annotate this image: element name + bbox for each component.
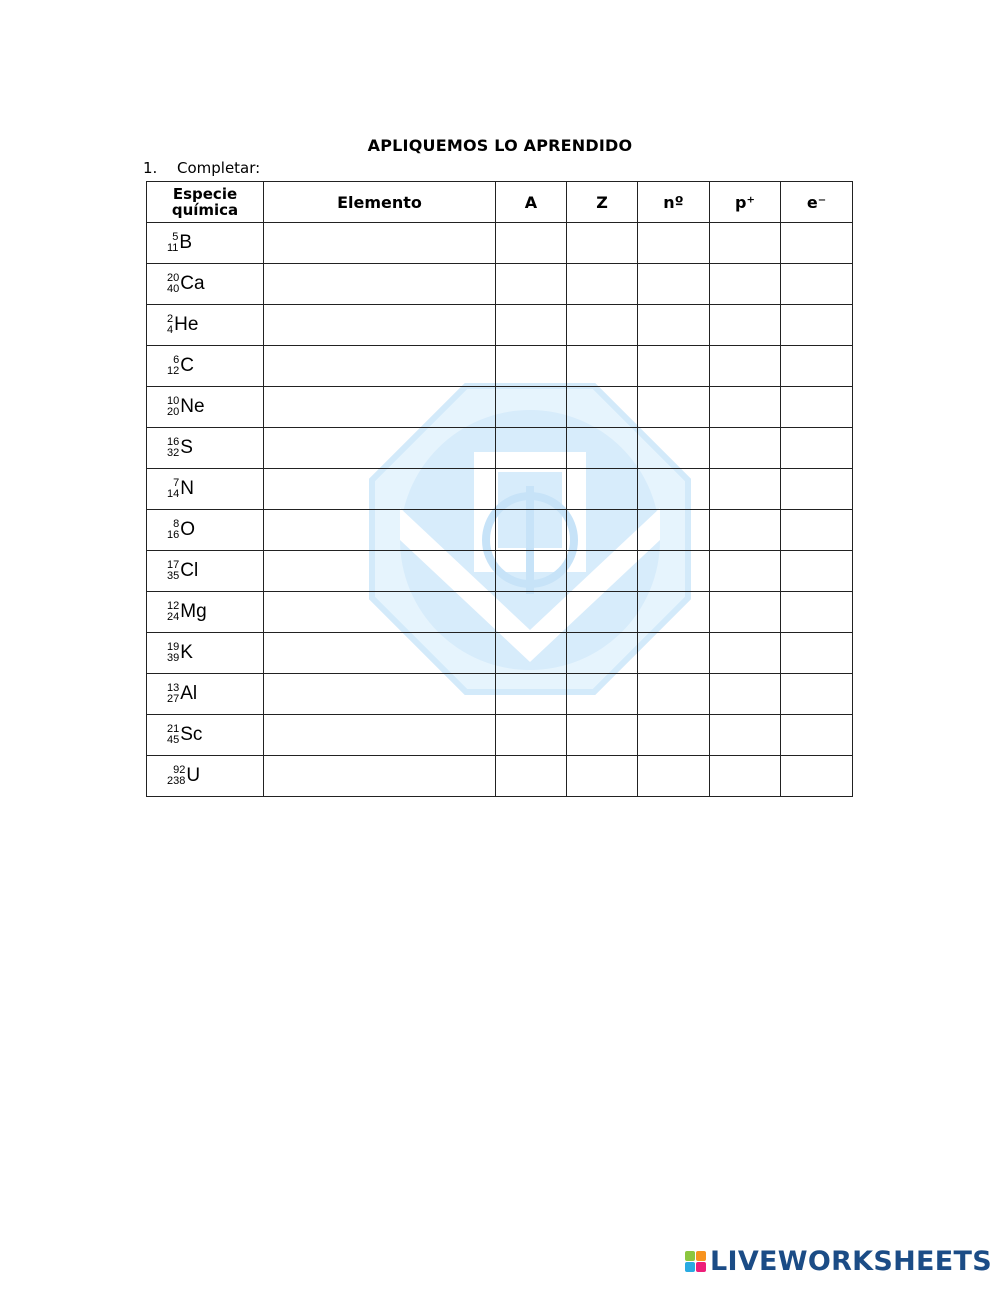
logo-block xyxy=(696,1262,706,1272)
protons-answer-cell[interactable] xyxy=(710,223,781,264)
species-cell xyxy=(147,346,264,387)
species-cell xyxy=(147,305,264,346)
nuclide-notation xyxy=(167,305,198,345)
protons-answer-cell[interactable] xyxy=(710,387,781,428)
element-answer-cell[interactable] xyxy=(264,305,496,346)
species-cell xyxy=(147,715,264,756)
mass-number-answer-cell[interactable] xyxy=(496,633,567,674)
element-symbol: N xyxy=(180,478,194,499)
nuclide-indices xyxy=(167,396,179,418)
nuclide-notation xyxy=(167,674,197,714)
element-symbol: Al xyxy=(180,683,198,704)
nuclide-notation xyxy=(167,346,194,386)
element-symbol: S xyxy=(180,437,193,458)
electrons-answer-cell[interactable] xyxy=(781,592,853,633)
question-number: 1. xyxy=(143,159,158,177)
nuclide-top-index: 10 xyxy=(167,395,180,407)
nuclide-bottom-index: 27 xyxy=(167,693,180,705)
neutrons-answer-cell[interactable] xyxy=(638,305,710,346)
table-row xyxy=(147,387,853,428)
element-answer-cell[interactable] xyxy=(264,223,496,264)
neutrons-answer-cell[interactable] xyxy=(638,715,710,756)
nuclide-top-index: 12 xyxy=(167,600,180,612)
question-prompt xyxy=(143,159,260,177)
mass-number-answer-cell[interactable] xyxy=(496,223,567,264)
nuclide-notation xyxy=(167,387,205,427)
element-answer-cell[interactable] xyxy=(264,674,496,715)
nuclide-indices xyxy=(167,273,179,295)
nuclide-bottom-index: 45 xyxy=(167,734,180,746)
nuclide-notation xyxy=(167,469,194,509)
neutrons-answer-cell[interactable] xyxy=(638,223,710,264)
mass-number-answer-cell[interactable] xyxy=(496,756,567,797)
nuclide-indices xyxy=(167,642,179,664)
neutrons-answer-cell[interactable] xyxy=(638,633,710,674)
atomic-number-answer-cell[interactable] xyxy=(567,428,638,469)
nuclide-indices xyxy=(167,437,179,459)
element-symbol: Cl xyxy=(180,560,199,581)
nuclide-notation xyxy=(167,756,200,796)
atomic-number-answer-cell[interactable] xyxy=(567,715,638,756)
liveworksheets-logo xyxy=(685,1246,992,1277)
mass-number-answer-cell[interactable] xyxy=(496,592,567,633)
mass-number-answer-cell[interactable] xyxy=(496,551,567,592)
nuclide-top-index: 21 xyxy=(167,723,180,735)
logo-block xyxy=(685,1251,695,1261)
nuclide-bottom-index: 35 xyxy=(167,570,180,582)
header-electrons: e⁻ xyxy=(781,182,853,223)
nuclide-notation xyxy=(167,223,192,263)
table-row xyxy=(147,674,853,715)
nuclide-top-index: 8 xyxy=(173,518,180,530)
element-answer-cell[interactable] xyxy=(264,428,496,469)
mass-number-answer-cell[interactable] xyxy=(496,387,567,428)
atomic-number-answer-cell[interactable] xyxy=(567,264,638,305)
electrons-answer-cell[interactable] xyxy=(781,715,853,756)
electrons-answer-cell[interactable] xyxy=(781,756,853,797)
mass-number-answer-cell[interactable] xyxy=(496,305,567,346)
atomic-number-answer-cell[interactable] xyxy=(567,387,638,428)
nuclide-notation xyxy=(167,264,205,304)
mass-number-answer-cell[interactable] xyxy=(496,428,567,469)
logo-block xyxy=(696,1251,706,1261)
nuclide-notation xyxy=(167,428,193,468)
element-answer-cell[interactable] xyxy=(264,756,496,797)
protons-answer-cell[interactable] xyxy=(710,305,781,346)
electrons-answer-cell[interactable] xyxy=(781,264,853,305)
mass-number-answer-cell[interactable] xyxy=(496,510,567,551)
neutrons-answer-cell[interactable] xyxy=(638,264,710,305)
electrons-answer-cell[interactable] xyxy=(781,223,853,264)
nuclide-indices xyxy=(167,355,179,377)
electrons-answer-cell[interactable] xyxy=(781,510,853,551)
nuclide-indices xyxy=(167,519,179,541)
nuclide-bottom-index: 32 xyxy=(167,447,180,459)
element-answer-cell[interactable] xyxy=(264,469,496,510)
species-cell xyxy=(147,469,264,510)
atomic-number-answer-cell[interactable] xyxy=(567,223,638,264)
element-answer-cell[interactable] xyxy=(264,387,496,428)
electrons-answer-cell[interactable] xyxy=(781,346,853,387)
electrons-answer-cell[interactable] xyxy=(781,674,853,715)
nuclide-notation xyxy=(167,551,198,591)
header-row xyxy=(147,182,853,223)
nuclide-notation xyxy=(167,633,193,673)
table-row xyxy=(147,305,853,346)
protons-answer-cell[interactable] xyxy=(710,674,781,715)
nuclide-indices xyxy=(167,232,178,254)
table-row xyxy=(147,592,853,633)
table-row xyxy=(147,510,853,551)
table-row xyxy=(147,469,853,510)
element-symbol: O xyxy=(180,519,196,540)
nuclide-top-index: 92 xyxy=(173,764,186,776)
species-cell xyxy=(147,510,264,551)
electrons-answer-cell[interactable] xyxy=(781,305,853,346)
nuclide-indices xyxy=(167,314,173,336)
nuclide-top-index: 19 xyxy=(167,641,180,653)
header-neutrons: nº xyxy=(638,182,710,223)
atomic-number-answer-cell[interactable] xyxy=(567,633,638,674)
nuclide-bottom-index: 24 xyxy=(167,611,180,623)
nuclide-bottom-index: 16 xyxy=(167,529,180,541)
nuclide-bottom-index: 40 xyxy=(167,283,180,295)
element-answer-cell[interactable] xyxy=(264,633,496,674)
species-cell xyxy=(147,428,264,469)
nuclide-top-index: 6 xyxy=(173,354,180,366)
nuclide-top-index: 7 xyxy=(173,477,180,489)
nuclide-indices xyxy=(167,560,179,582)
mass-number-answer-cell[interactable] xyxy=(496,346,567,387)
logo-text: LIVEWORKSHEETS xyxy=(709,1246,992,1277)
header-mass-number: A xyxy=(496,182,567,223)
table-row xyxy=(147,264,853,305)
nuclide-indices xyxy=(167,683,179,705)
atomic-number-answer-cell[interactable] xyxy=(567,510,638,551)
atomic-number-answer-cell[interactable] xyxy=(567,305,638,346)
question-text: Completar: xyxy=(177,159,261,177)
protons-answer-cell[interactable] xyxy=(710,551,781,592)
species-cell xyxy=(147,223,264,264)
neutrons-answer-cell[interactable] xyxy=(638,756,710,797)
logo-blocks-icon xyxy=(685,1251,706,1272)
table-row xyxy=(147,223,853,264)
protons-answer-cell[interactable] xyxy=(710,510,781,551)
table-row xyxy=(147,428,853,469)
element-symbol: K xyxy=(180,642,193,663)
protons-answer-cell[interactable] xyxy=(710,592,781,633)
electrons-answer-cell[interactable] xyxy=(781,469,853,510)
completion-table xyxy=(146,181,853,797)
logo-block xyxy=(685,1262,695,1272)
element-answer-cell[interactable] xyxy=(264,264,496,305)
neutrons-answer-cell[interactable] xyxy=(638,387,710,428)
table-row xyxy=(147,756,853,797)
nuclide-top-index: 2 xyxy=(167,313,174,325)
nuclide-indices xyxy=(167,478,179,500)
element-answer-cell[interactable] xyxy=(264,551,496,592)
worksheet-title: APLIQUEMOS LO APRENDIDO xyxy=(367,136,633,155)
protons-answer-cell[interactable] xyxy=(710,756,781,797)
nuclide-top-index: 16 xyxy=(167,436,180,448)
nuclide-bottom-index: 11 xyxy=(167,242,179,254)
nuclide-bottom-index: 4 xyxy=(167,324,174,336)
header-protons: p⁺ xyxy=(710,182,781,223)
atomic-number-answer-cell[interactable] xyxy=(567,674,638,715)
electrons-answer-cell[interactable] xyxy=(781,633,853,674)
element-symbol: B xyxy=(179,232,193,253)
element-symbol: He xyxy=(174,314,199,335)
mass-number-answer-cell[interactable] xyxy=(496,469,567,510)
nuclide-notation xyxy=(167,592,207,632)
mass-number-answer-cell[interactable] xyxy=(496,674,567,715)
species-cell xyxy=(147,756,264,797)
header-element: Elemento xyxy=(264,182,496,223)
nuclide-top-index: 13 xyxy=(167,682,180,694)
protons-answer-cell[interactable] xyxy=(710,428,781,469)
protons-answer-cell[interactable] xyxy=(710,264,781,305)
nuclide-bottom-index: 14 xyxy=(167,488,180,500)
atomic-number-answer-cell[interactable] xyxy=(567,756,638,797)
header-atomic-number: Z xyxy=(567,182,638,223)
species-cell xyxy=(147,264,264,305)
nuclide-indices xyxy=(167,724,179,746)
element-symbol: Ne xyxy=(180,396,205,417)
header-species: Especie química xyxy=(147,182,264,223)
protons-answer-cell[interactable] xyxy=(710,633,781,674)
neutrons-answer-cell[interactable] xyxy=(638,510,710,551)
species-cell xyxy=(147,633,264,674)
element-symbol: C xyxy=(180,355,194,376)
element-answer-cell[interactable] xyxy=(264,346,496,387)
atomic-number-answer-cell[interactable] xyxy=(567,469,638,510)
element-answer-cell[interactable] xyxy=(264,510,496,551)
nuclide-bottom-index: 20 xyxy=(167,406,180,418)
species-cell xyxy=(147,387,264,428)
element-symbol: Mg xyxy=(180,601,207,622)
element-symbol: Ca xyxy=(180,273,205,294)
nuclide-bottom-index: 39 xyxy=(167,652,180,664)
neutrons-answer-cell[interactable] xyxy=(638,674,710,715)
atomic-number-answer-cell[interactable] xyxy=(567,551,638,592)
nuclide-notation xyxy=(167,510,195,550)
nuclide-top-index: 17 xyxy=(167,559,180,571)
table-row xyxy=(147,633,853,674)
mass-number-answer-cell[interactable] xyxy=(496,264,567,305)
electrons-answer-cell[interactable] xyxy=(781,428,853,469)
neutrons-answer-cell[interactable] xyxy=(638,346,710,387)
neutrons-answer-cell[interactable] xyxy=(638,551,710,592)
atomic-number-answer-cell[interactable] xyxy=(567,346,638,387)
species-cell xyxy=(147,674,264,715)
protons-answer-cell[interactable] xyxy=(710,715,781,756)
nuclide-top-index: 5 xyxy=(172,231,179,243)
nuclide-bottom-index: 238 xyxy=(167,775,186,787)
table-row xyxy=(147,551,853,592)
atomic-number-answer-cell[interactable] xyxy=(567,592,638,633)
protons-answer-cell[interactable] xyxy=(710,346,781,387)
nuclide-top-index: 20 xyxy=(167,272,180,284)
neutrons-answer-cell[interactable] xyxy=(638,428,710,469)
neutrons-answer-cell[interactable] xyxy=(638,469,710,510)
species-cell xyxy=(147,592,264,633)
element-answer-cell[interactable] xyxy=(264,715,496,756)
electrons-answer-cell[interactable] xyxy=(781,551,853,592)
protons-answer-cell[interactable] xyxy=(710,469,781,510)
electrons-answer-cell[interactable] xyxy=(781,387,853,428)
nuclide-indices xyxy=(167,601,179,623)
mass-number-answer-cell[interactable] xyxy=(496,715,567,756)
nuclide-bottom-index: 12 xyxy=(167,365,180,377)
element-symbol: Sc xyxy=(180,724,203,745)
table-row xyxy=(147,715,853,756)
nuclide-indices xyxy=(167,765,185,787)
neutrons-answer-cell[interactable] xyxy=(638,592,710,633)
table-row xyxy=(147,346,853,387)
species-cell xyxy=(147,551,264,592)
element-answer-cell[interactable] xyxy=(264,592,496,633)
element-symbol: U xyxy=(186,765,201,786)
nuclide-notation xyxy=(167,715,202,755)
